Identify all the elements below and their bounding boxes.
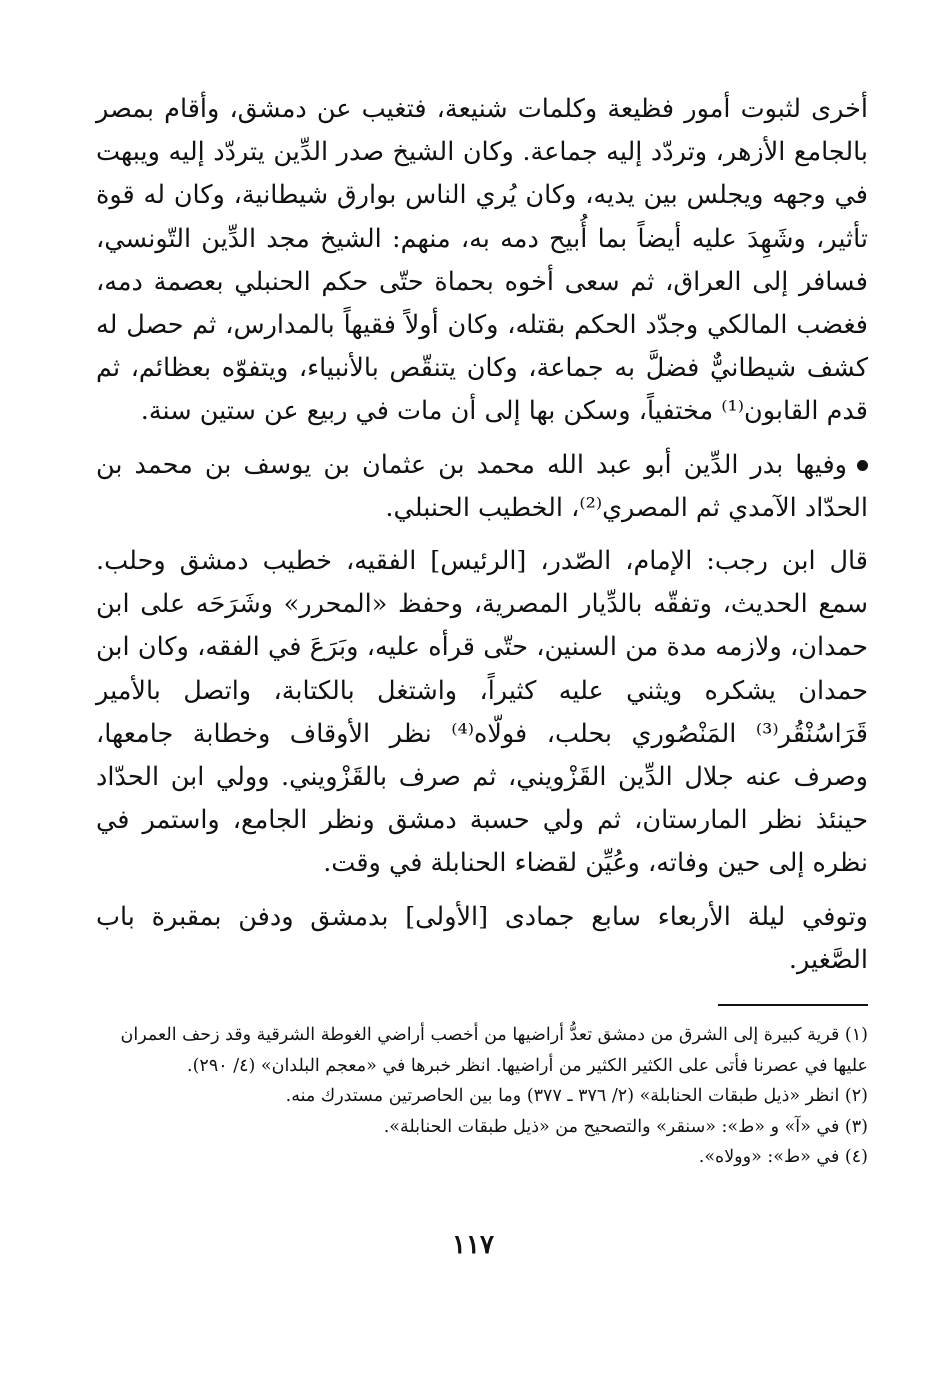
footnotes <box>96 1020 868 1173</box>
paragraph-2-text: وفيها بدر الدِّين أبو عبد الله محمد بن عثمان بن يوسف بن محمد بن الحدّاد الآمدي ثم المصري⁽²⁾، الخطيب الحنبلي. <box>96 449 868 523</box>
footnote-2: (٢) انظر «ذيل طبقات الحنابلة» (٢/ ٣٧٦ ـ ٣٧٧) وما بين الحاصرتين مستدرك منه. <box>285 1086 868 1107</box>
footnote-separator <box>718 1004 868 1006</box>
footnote-4: (٤) في «ط»: «وولاه». <box>698 1147 868 1168</box>
footnote-1: (١) قرية كبيرة إلى الشرق من دمشق تعدُّ أراضيها من أخصب أراضي الغوطة الشرقية وقد زحف العمران عليها في عصرنا فأتى على الكثير الكثير من أراضيها. انظر خبرها في «معجم البلدان» (٤/ ٢٩٠). <box>120 1025 868 1076</box>
main-text <box>96 88 868 982</box>
page-number: ١١٧ <box>452 1230 494 1260</box>
paragraph-3: قال ابن رجب: الإمام، الصّدر، [الرئيس] الفقيه، خطيب دمشق وحلب. سمع الحديث، وتفقّه بالدِّيار المصرية، وحفظ «المحرر» وشَرَحَه على ابن حمدان، ولازمه مدة من السنين، حتّى قرأه عليه، وبَرَعَ في الفقه، وكان ابن حمدان يشكره ويثني عليه كثيراً، واشتغل بالكتابة، واتصل بالأمير قَرَاسُنْقُر⁽³⁾ المَنْصُوري بحلب، فولّاه⁽⁴⁾ نظر الأوقاف وخطابة جامعها، وصرف عنه جلال الدِّين القَزْويني، ثم صرف بالقَزْويني. وولي ابن الحدّاد حينئذ نظر المارستان، ثم ولي حسبة دمشق ونظر الجامع، واستمر في نظره إلى حين وفاته، وعُيِّن لقضاء الحنابلة في وقت. <box>96 546 868 879</box>
paragraph-4: وتوفي ليلة الأربعاء سابع جمادى [الأولى] بدمشق ودفن بمقبرة باب الصَّغير. <box>96 901 868 975</box>
bullet-icon <box>857 460 868 471</box>
paragraph-1: أخرى لثبوت أمور فظيعة وكلمات شنيعة، فتغيب عن دمشق، وأقام بمصر بالجامع الأزهر، وتردّد إليه جماعة. وكان الشيخ صدر الدِّين يتردّد إليه ويبهت في وجهه ويجلس بين يديه، وكان يُري الناس بوارق شيطانية، وكان له قوة تأثير، وشَهِدَ عليه أيضاً بما أُبيح دمه به، منهم: الشيخ مجد الدِّين التّونسي، فسافر إلى العراق، ثم سعى أخوه بحماة حتّى حكم الحنبلي بعصمة دمه، فغضب المالكي وجدّد الحكم بقتله، وكان أولاً فقيهاً بالمدارس، ثم حصل له كشف شيطانيٌّ فضلَّ به جماعة، وكان يتنقّص بالأنبياء، ويتفوّه بعظائم، ثم قدم القابون⁽¹⁾ مختفياً، وسكن بها إلى أن مات في ربيع عن ستين سنة. <box>96 94 868 427</box>
document-page <box>96 88 868 1308</box>
paragraph-2 <box>96 444 868 530</box>
footnote-3: (٣) في «آ» و «ط»: «سنقر» والتصحيح من «ذيل طبقات الحنابلة». <box>383 1116 868 1137</box>
